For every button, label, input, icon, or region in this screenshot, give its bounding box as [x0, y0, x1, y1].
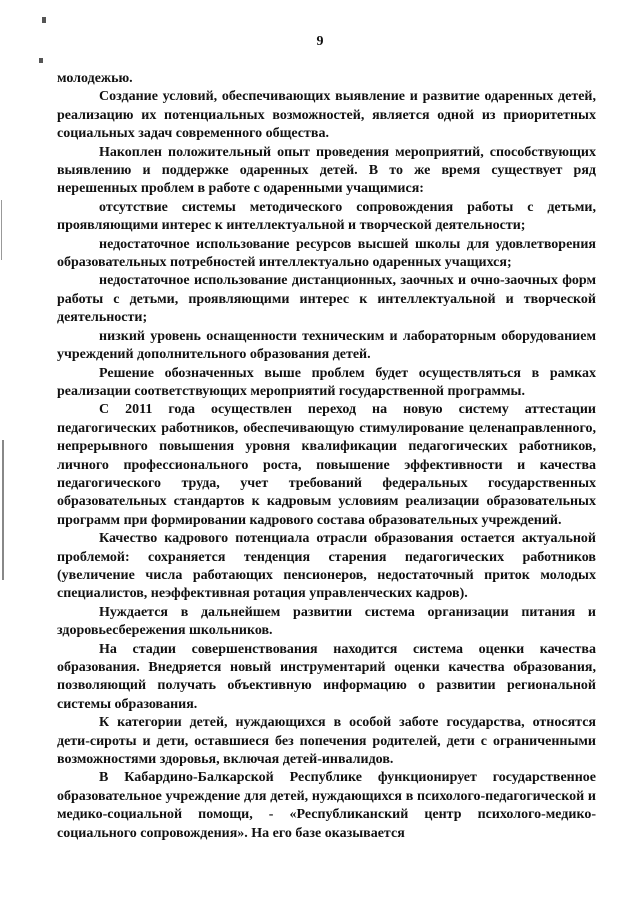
page-number: 9 [316, 34, 324, 49]
paragraph: Качество кадрового потенциала отрасли образования остается актуальной проблемой: сохраняется тенденция старения педагогических работников (увеличение числа работающих пенсионеров, недостаточный приток молодых специалистов, неэффективная ротация управленческих кадров). [57, 531, 596, 602]
paragraph: В Кабардино-Балкарской Республике функционирует государственное образовательное учреждение для детей, нуждающихся в психолого-педагогической и медико-социальной помощи, - «Республиканский центр психолого-медико-социального сопровождения». На его базе оказывается [57, 770, 596, 841]
list-item: недостаточное использование ресурсов высшей школы для удовлетворения образовательных потребностей интеллектуально одаренных учащихся; [57, 236, 596, 271]
paragraph: Накоплен положительный опыт проведения мероприятий, способствующих выявлению и поддержке одаренных детей. В то же время существует ряд нерешенных проблем в работе с одаренными учащимися: [57, 144, 596, 197]
scan-mark-left-edge-2 [2, 440, 4, 580]
list-item: отсутствие системы методического сопровождения работы с детьми, проявляющими интерес к интеллектуальной и творческой деятельности; [57, 199, 596, 234]
list-item: низкий уровень оснащенности техническим и лабораторным оборудованием учреждений дополнительного образования детей. [57, 328, 596, 363]
document-body [57, 70, 596, 843]
paragraph: На стадии совершенствования находится система оценки качества образования. Внедряется новый инструментарий оценки качества образования, позволяющий получать объективную информацию о развитии региональной системы образования. [57, 641, 596, 712]
list-item: недостаточное использование дистанционных, заочных и очно-заочных форм работы с детьми, проявляющими интерес к интеллектуальной и творческой деятельности; [57, 273, 596, 326]
paragraph: С 2011 года осуществлен переход на новую систему аттестации педагогических работников, обеспечивающую стимулирование целенаправленного, непрерывного повышения уровня квалификации педагогических работников, личного профессионального роста, повышение эффективности и качества педагогического труда, учет требований федеральных государственных образовательных стандартов к кадровым условиям реализации образовательных программ при формировании кадрового состава образовательных учреждений. [57, 402, 596, 528]
paragraph: Создание условий, обеспечивающих выявление и развитие одаренных детей, реализацию их потенциальных возможностей, является одной из приоритетных социальных задач современного общества. [57, 89, 596, 142]
paragraph: Решение обозначенных выше проблем будет осуществляться в рамках реализации соответствующих мероприятий государственной программы. [57, 365, 596, 399]
scan-mark-top [42, 17, 46, 23]
scan-mark-left-upper [39, 58, 43, 63]
paragraph: К категории детей, нуждающихся в особой заботе государства, относятся дети-сироты и дети, оставшиеся без попечения родителей, дети с ограниченными возможностями здоровья, включая детей-инвалидов. [57, 715, 596, 768]
scan-mark-left-edge-1 [1, 200, 2, 260]
paragraph: Нуждается в дальнейшем развитии система организации питания и здоровьесбережения школьников. [57, 604, 596, 639]
paragraph-continuation: молодежью. [57, 71, 133, 86]
